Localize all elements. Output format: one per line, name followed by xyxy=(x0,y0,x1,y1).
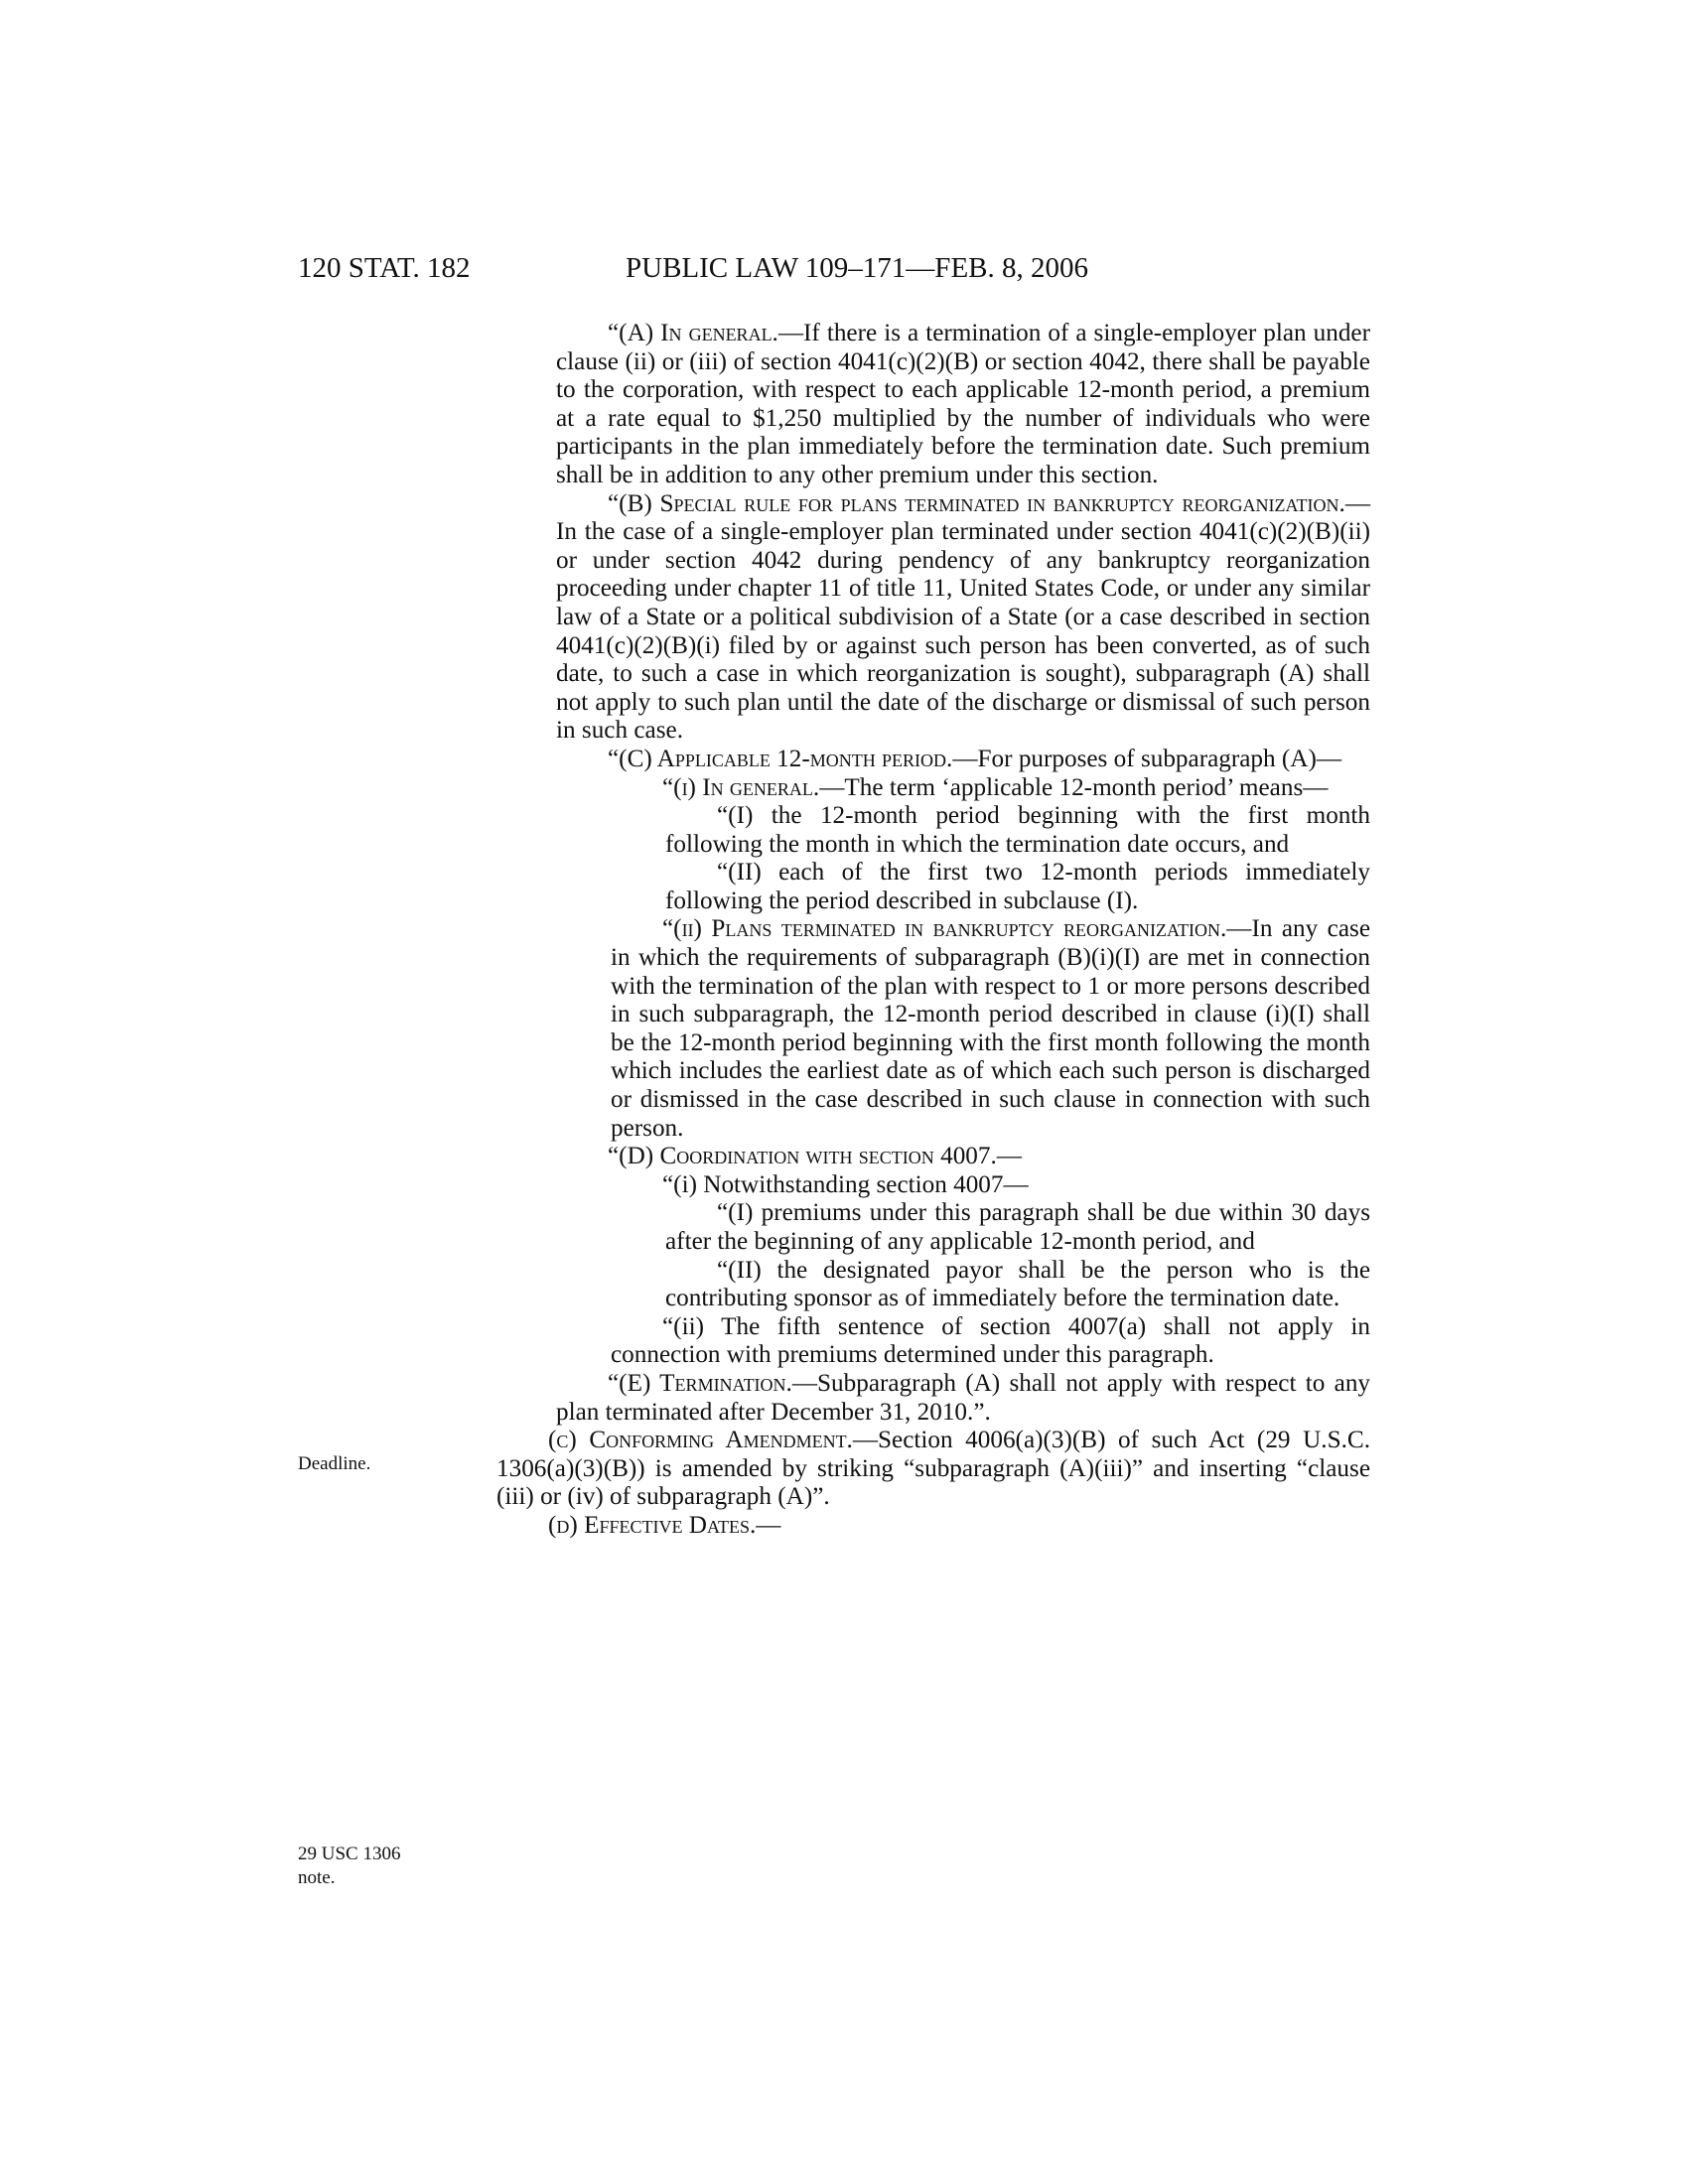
subsection-d-text: — xyxy=(756,1511,781,1539)
subparagraph-d xyxy=(496,1143,1370,1171)
subparagraph-a-heading: “(A) In general. xyxy=(608,320,778,346)
subparagraph-e-heading: “(E) Termination. xyxy=(608,1369,792,1397)
subparagraph-b-text: —In the case of a single-employer plan terminated under section 4041(c)(2)(B)(ii) or under section 4042 during pendency of any bankruptcy reorganization proceeding under chapter 11 of title 11, United States Code, or under any similar law of a State or a political subdivision of a State (or a case described in section 4041(c)(2)(B)(i) filed by or against such person has been converted, as of such date, to such a case in which reorganization is sought), subparagraph (A) shall not apply to such plan until the date of the discharge or dismissal of such person in such case. xyxy=(556,489,1370,745)
clause-d-ii: “(ii) The fifth sentence of section 4007(a) shall not apply in connection with premiums determined under this paragraph. xyxy=(611,1312,1370,1369)
subparagraph-d-text: — xyxy=(996,1143,1022,1170)
subparagraph-e-text: —Subparagraph (A) shall not apply with respect to any plan terminated after December 31, 2010.”. xyxy=(556,1369,1371,1426)
subsection-c-text: —Section 4006(a)(3)(B) of such Act (29 U.S.C. 1306(a)(3)(B)) is amended by striking “subparagraph (A)(iii)” and inserting “clause (iii) or (iv) of subparagraph (A)”. xyxy=(496,1427,1370,1511)
subparagraph-b xyxy=(496,490,1370,746)
margin-note-usc-ref: 29 USC 1306 xyxy=(298,1843,401,1864)
clause-c-i-text: —The term ‘applicable 12-month period’ means— xyxy=(819,773,1329,801)
clause-c-ii-text: —In any case in which the requirements of subparagraph (B)(i)(I) are met in connection with the termination of the plan with respect to 1 or more persons described in such subparagraph, the 12-month period described in clause (i)(I) shall be the 12-month period beginning with the first month following the month which includes the earliest date as of which each such person is discharged or dismissed in the case described in such clause in connection with such person. xyxy=(611,915,1370,1142)
subparagraph-c-text: —For purposes of subparagraph (A)— xyxy=(952,745,1342,772)
margin-note-deadline-text: Deadline. xyxy=(298,1453,371,1474)
margin-note-usc xyxy=(298,1843,447,1890)
subclause-c-i-I: “(I) the 12-month period beginning with the first month following the month in which the termination date occurs, and xyxy=(665,802,1370,858)
public-law-title: PUBLIC LAW 109–171—FEB. 8, 2006 xyxy=(626,252,1088,284)
clause-c-i xyxy=(496,774,1370,803)
clause-c-ii-heading: “(ii) Plans terminated in bankruptcy reorganization. xyxy=(662,915,1227,943)
subparagraph-a-text: —If there is a termination of a single-employer plan under clause (ii) or (iii) of section 4041(c)(2)(B) or section 4042, there shall be payable to the corporation, with respect to each applicable 12-month period, a premium at a rate equal to $1,250 multiplied by the number of individuals who were participants in the plan immediately before the termination date. Such premium shall be in addition to any other premium under this section. xyxy=(556,320,1370,488)
margin-note-deadline xyxy=(298,1452,447,1476)
clause-c-ii xyxy=(496,915,1370,1143)
subsection-d-heading: (d) Effective Dates. xyxy=(548,1511,757,1539)
subsection-d xyxy=(496,1512,1370,1541)
margin-note-usc-note: note. xyxy=(298,1867,336,1888)
subparagraph-c xyxy=(496,746,1370,774)
clause-d-i: “(i) Notwithstanding section 4007— xyxy=(662,1170,1029,1198)
clause-c-i-heading: “(i) In general. xyxy=(662,773,820,801)
subclause-d-i-I: “(I) premiums under this paragraph shall be due within 30 days after the beginning of any applicable 12-month period, and xyxy=(665,1199,1370,1255)
subparagraph-a xyxy=(496,320,1370,490)
stat-reference: 120 STAT. 182 xyxy=(298,252,471,284)
subclause-c-i-II: “(II) each of the first two 12-month periods immediately following the period described in subclause (I). xyxy=(665,859,1370,914)
statute-body xyxy=(496,320,1370,1541)
subsection-c-heading: (c) Conforming Amendment. xyxy=(548,1427,853,1454)
subparagraph-b-heading: “(B) Special rule for plans terminated in bankruptcy reorganization. xyxy=(608,489,1345,517)
subparagraph-c-heading: “(C) Applicable 12-month period. xyxy=(608,745,953,772)
subparagraph-e xyxy=(496,1370,1370,1427)
subclause-d-i-II: “(II) the designated payor shall be the person who is the contributing sponsor as of immediately before the termination date. xyxy=(665,1256,1370,1312)
subsection-c xyxy=(496,1427,1370,1512)
subparagraph-d-heading: “(D) Coordination with section 4007. xyxy=(608,1143,997,1170)
